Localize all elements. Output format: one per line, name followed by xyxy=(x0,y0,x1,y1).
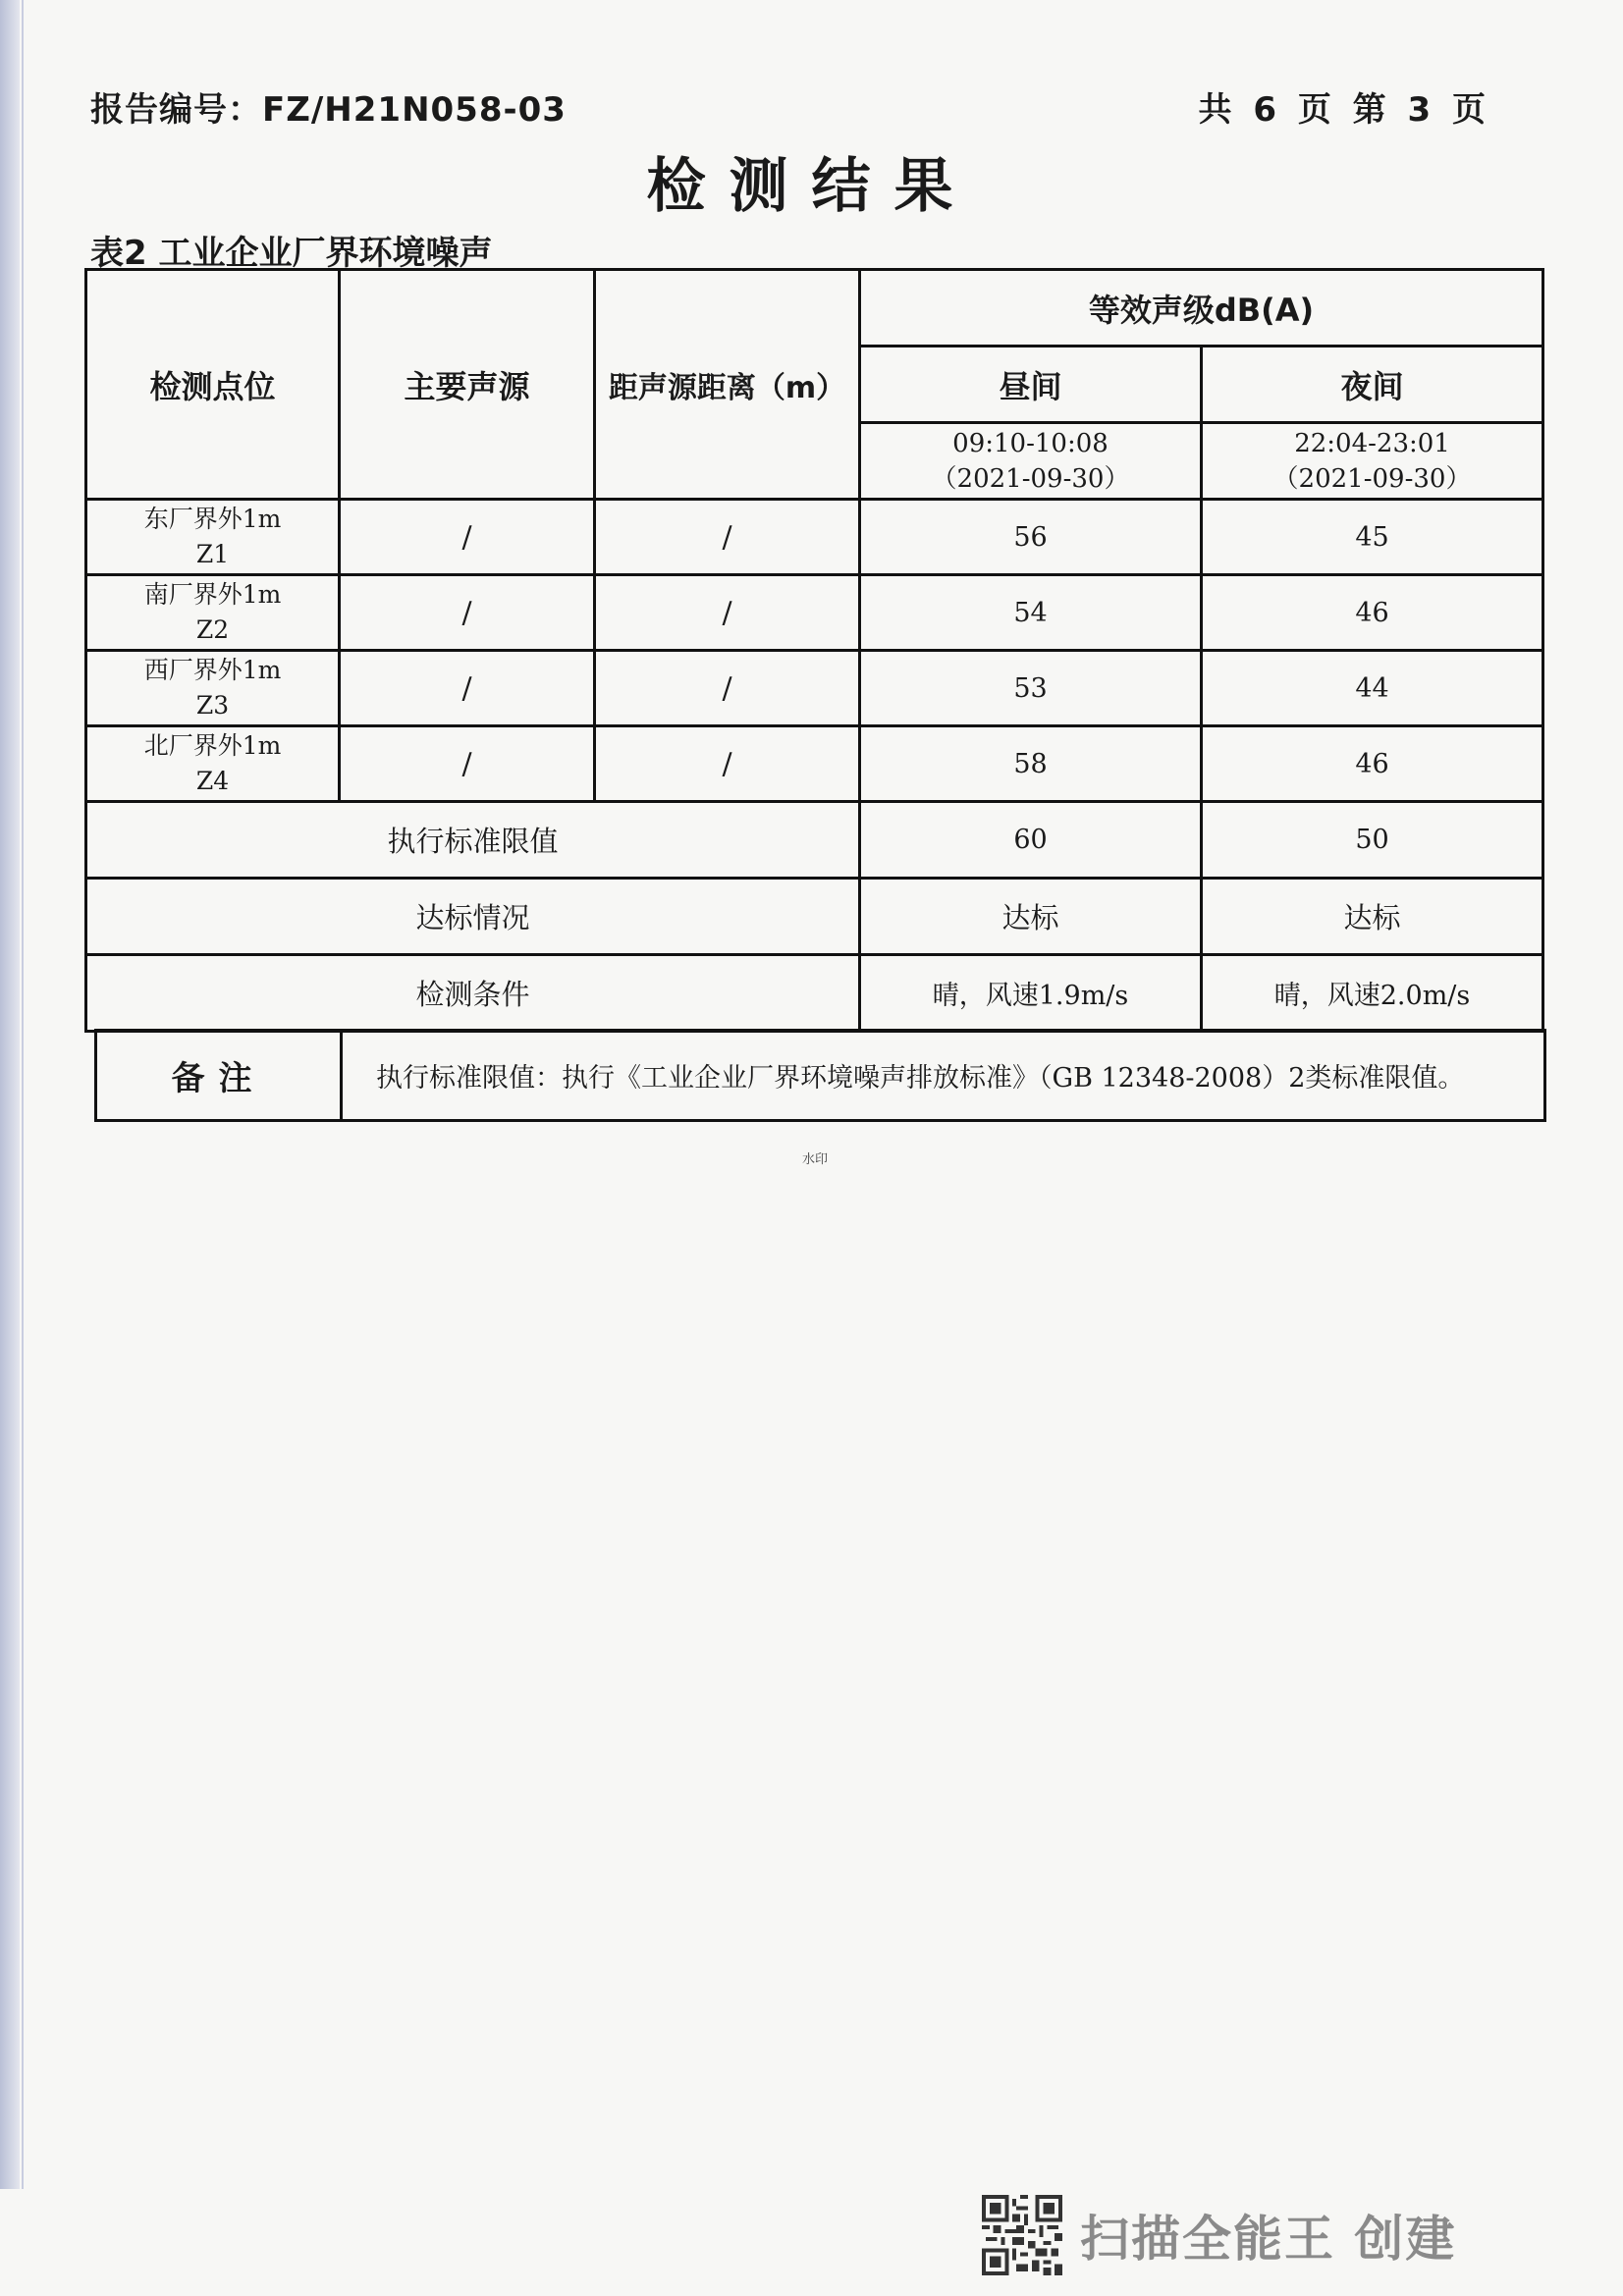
night-value: 45 xyxy=(1202,500,1543,575)
location-code: Z2 xyxy=(195,615,230,644)
noise-results-table xyxy=(84,268,1544,1033)
night-time: 22:04-23:01 xyxy=(1294,428,1450,458)
source-cell: / xyxy=(340,726,595,802)
scanner-footer xyxy=(982,2191,1456,2279)
table-row xyxy=(86,651,1543,726)
day-value: 53 xyxy=(860,651,1202,726)
remarks-text: 执行标准限值：执行《工业企业厂界环境噪声排放标准》（GB 12348-2008）2类标准限值。 xyxy=(342,1031,1545,1121)
night-date: （2021-09-30） xyxy=(1272,463,1472,494)
night-value: 46 xyxy=(1202,726,1543,802)
header-level-group: 等效声级dB(A) xyxy=(860,270,1543,347)
scan-page-edge-line xyxy=(22,0,24,2189)
compliance-night: 达标 xyxy=(1202,879,1543,955)
day-time: 09:10-10:08 xyxy=(952,428,1109,458)
location-cell xyxy=(86,651,340,726)
location-name: 南厂界外1m xyxy=(143,580,282,609)
night-period-cell xyxy=(1202,423,1543,500)
night-value: 44 xyxy=(1202,651,1543,726)
page-title: 检测结果 xyxy=(646,152,977,221)
location-code: Z1 xyxy=(195,540,230,568)
day-value: 56 xyxy=(860,500,1202,575)
condition-label: 检测条件 xyxy=(86,955,860,1032)
scanner-brand-text: 扫描全能王 创建 xyxy=(1080,2211,1457,2268)
compliance-day: 达标 xyxy=(860,879,1202,955)
location-cell xyxy=(86,500,340,575)
condition-row xyxy=(86,955,1543,1032)
header-distance: 距声源距离（m） xyxy=(595,270,860,500)
distance-cell: / xyxy=(595,500,860,575)
limit-night: 50 xyxy=(1202,802,1543,879)
location-name: 西厂界外1m xyxy=(143,656,282,684)
scan-page-edge xyxy=(0,0,20,2189)
location-name: 东厂界外1m xyxy=(143,505,282,533)
location-code: Z3 xyxy=(195,691,230,720)
location-cell xyxy=(86,575,340,651)
source-cell: / xyxy=(340,500,595,575)
day-value: 58 xyxy=(860,726,1202,802)
limit-day: 60 xyxy=(860,802,1202,879)
table-row xyxy=(86,500,1543,575)
header-night: 夜间 xyxy=(1202,347,1543,423)
compliance-row xyxy=(86,879,1543,955)
qr-code-icon xyxy=(982,2195,1062,2275)
location-name: 北厂界外1m xyxy=(143,731,282,760)
header-source: 主要声源 xyxy=(340,270,595,500)
watermark-text: 水印 xyxy=(801,1152,828,1167)
condition-night: 晴，风速2.0m/s xyxy=(1202,955,1543,1032)
source-cell: / xyxy=(340,575,595,651)
remarks-table xyxy=(94,1029,1546,1122)
location-cell xyxy=(86,726,340,802)
source-cell: / xyxy=(340,651,595,726)
limit-row xyxy=(86,802,1543,879)
day-value: 54 xyxy=(860,575,1202,651)
remarks-label: 备注 xyxy=(96,1031,342,1121)
header-location: 检测点位 xyxy=(86,270,340,500)
table-caption: 表2 工业企业厂界环境噪声 xyxy=(90,234,493,273)
table-row xyxy=(86,726,1543,802)
table-row xyxy=(86,575,1543,651)
limit-label: 执行标准限值 xyxy=(86,802,860,879)
day-date: （2021-09-30） xyxy=(931,463,1130,494)
day-period-cell xyxy=(860,423,1202,500)
distance-cell: / xyxy=(595,575,860,651)
compliance-label: 达标情况 xyxy=(86,879,860,955)
header-day: 昼间 xyxy=(860,347,1202,423)
distance-cell: / xyxy=(595,651,860,726)
page-info: 共 6 页 第 3 页 xyxy=(1198,90,1486,130)
report-number: 报告编号：FZ/H21N058-03 xyxy=(90,90,567,130)
condition-day: 晴，风速1.9m/s xyxy=(860,955,1202,1032)
location-code: Z4 xyxy=(195,767,230,795)
night-value: 46 xyxy=(1202,575,1543,651)
distance-cell: / xyxy=(595,726,860,802)
